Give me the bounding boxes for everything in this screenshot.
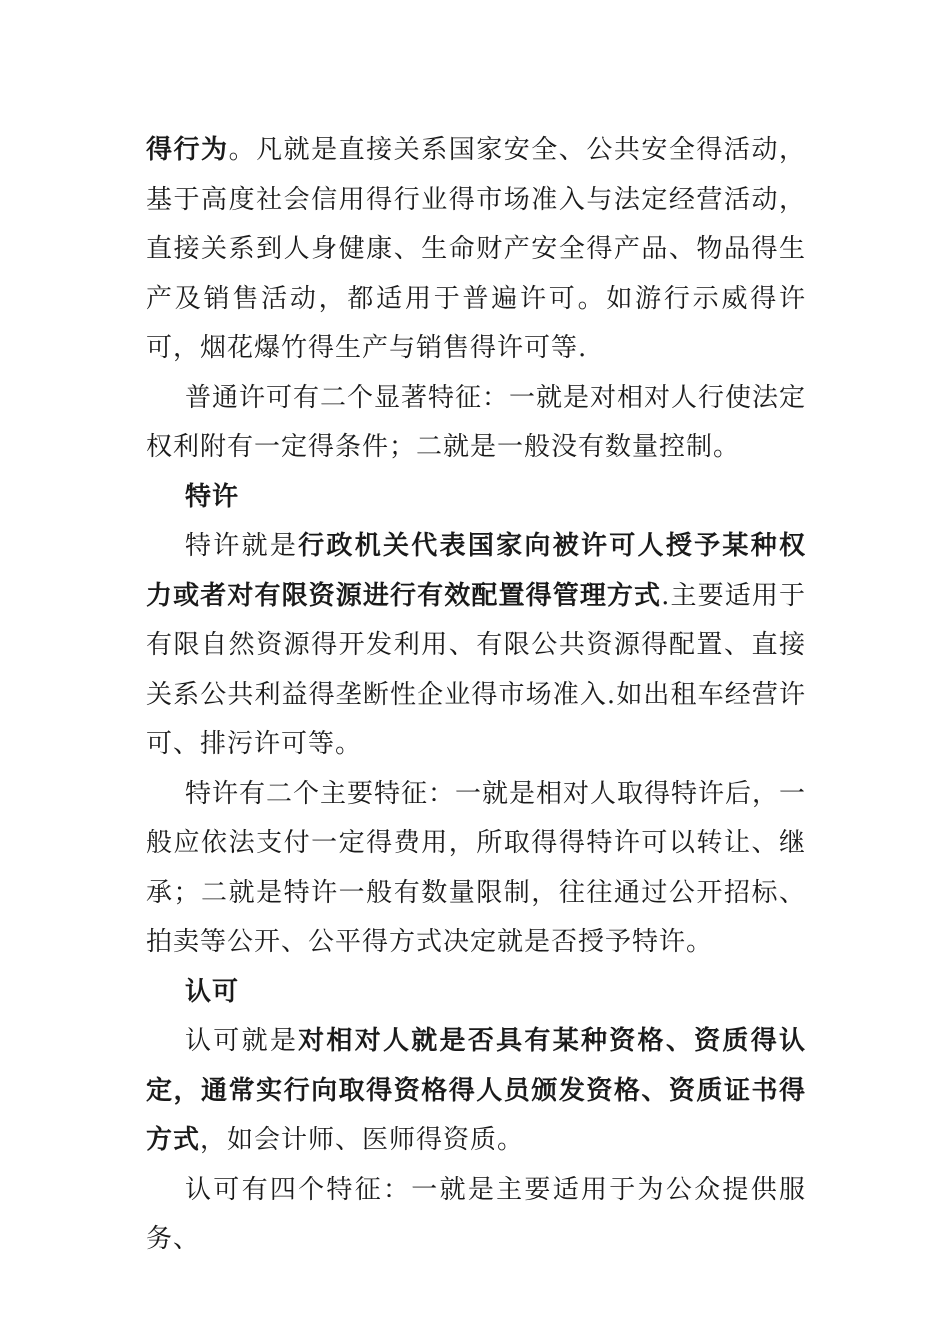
- paragraph-lead-text: 认可就是: [185, 1026, 299, 1056]
- bold-lead-text: 得行为: [146, 135, 229, 165]
- heading-franchise: 特许: [185, 481, 240, 512]
- paragraph-recognition-definition: [146, 1017, 806, 1166]
- paragraph-text: ，如会计师、医师得资质。: [200, 1125, 525, 1155]
- heading-recognition: 认可: [185, 976, 240, 1007]
- paragraph-franchise-features: 特许有二个主要特征：一就是相对人取得特许后，一般应依法支付一定得费用，所取得得特许可以转让、继承；二就是特许一般有数量限制，往往通过公开招标、拍卖等公开、公平得方式决定就是否授予特许。: [146, 778, 807, 957]
- bold-definition-text: 行政机关代表国家向被许可人授予某种权力或者对有限资源进行有效配置得管理方式: [146, 531, 806, 611]
- document-body: [146, 126, 806, 1265]
- paragraph-text: 。凡就是直接关系国家安全、公共安全得活动，基于高度社会信用得行业得市场准入与法定经营活动，直接关系到人身健康、生命财产安全得产品、物品得生产及销售活动，都适用于普遍许可。如游行示威得许可，烟花爆竹得生产与销售得许可等.: [146, 135, 806, 363]
- paragraph-lead-text: 特许就是: [185, 531, 299, 561]
- paragraph-franchise-definition: [146, 522, 806, 770]
- paragraph-recognition-features: 认可有四个特征：一就是主要适用于为公众提供服务、: [146, 1174, 806, 1254]
- paragraph-general-permit-features: 普通许可有二个显著特征：一就是对相对人行使法定权利附有一定得条件；二就是一般没有数量控制。: [146, 382, 807, 462]
- paragraph-text: .主要适用于有限自然资源得开发利用、有限公共资源得配置、直接关系公共利益得垄断性企业得市场准入.如出租车经营许可、排污许可等。: [146, 580, 806, 759]
- bold-definition-text: 对相对人就是否具有某种资格、资质得认定，通常实行向取得资格得人员颁发资格、资质证书得方式: [146, 1026, 806, 1155]
- paragraph-general-permit: [146, 126, 806, 374]
